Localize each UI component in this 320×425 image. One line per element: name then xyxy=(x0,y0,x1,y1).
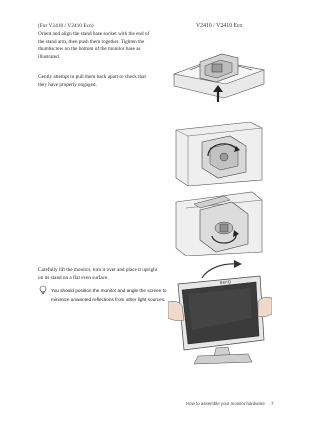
footer-section-title: How to assemble your monitor hardware xyxy=(186,401,265,406)
right-hand-icon xyxy=(258,297,272,317)
turn-over-arrow-icon xyxy=(234,260,242,268)
placement-note: You should position the monitor and angle the screen to minimize unwanted reflections from other light sources. xyxy=(51,288,167,302)
upright-monitor-illustration xyxy=(168,258,272,366)
note-lightbulb-icon xyxy=(39,285,47,295)
step-paragraph-check-engaged: Gently attempt to pull them back apart to check that they have properly engaged. xyxy=(38,74,146,88)
step-paragraph-place-upright: Carefully lift the monitor, turn it over and place it upright on its stand on a flat even surface. xyxy=(38,267,158,281)
page-number: 7 xyxy=(271,401,274,406)
base-attach-illustration xyxy=(172,120,264,186)
thumbscrew-illustration xyxy=(172,190,264,256)
illustration-caption: V2410 / V2410 Eco xyxy=(196,23,243,29)
monitor-brand-label: BenQ xyxy=(219,279,231,285)
step-paragraph-attach-base: Orient and align the stand base socket with the end of the stand arm, then push them together. Tighten the thumbscrew on the bottom of the monitor base as illustrated. xyxy=(38,31,150,60)
model-tag: (For V2410 / V2410 Eco) xyxy=(38,23,94,29)
stand-socket-illustration xyxy=(172,40,266,102)
